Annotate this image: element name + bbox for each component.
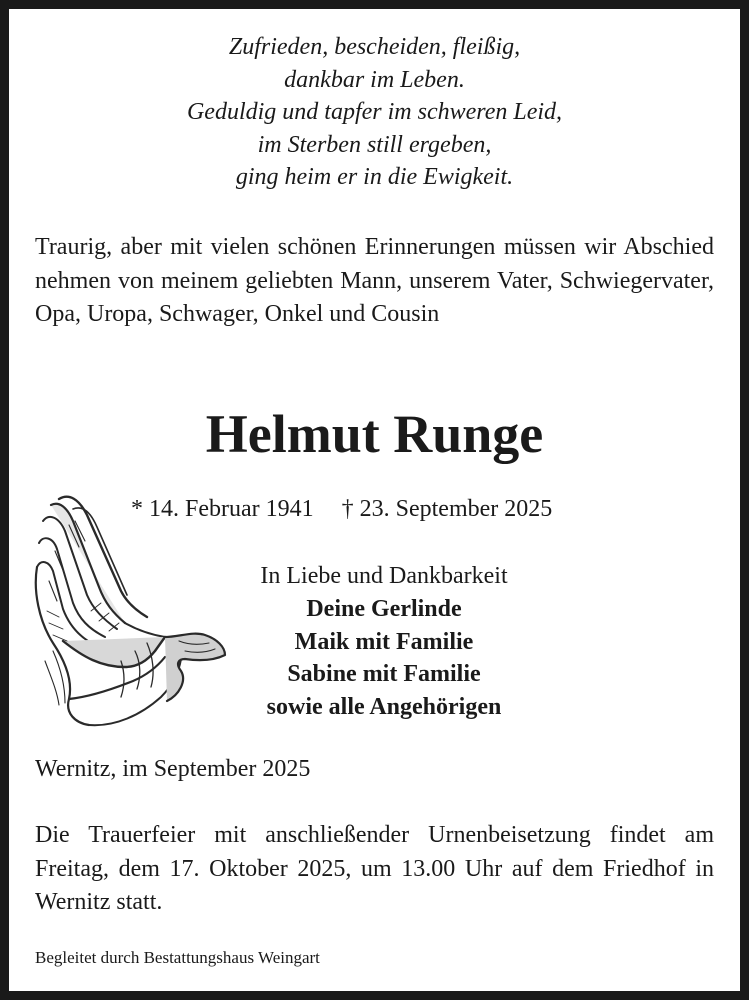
funeral-details: Die Trauerfeier mit anschließender Urnenbeisetzung findet am Freitag, dem 17. Oktober 2025, um 13.00 Uhr auf dem Friedhof in Wernitz statt. — [35, 822, 714, 915]
place-and-date: Wernitz, im September 2025 — [35, 756, 311, 782]
birth-date: * 14. Februar 1941 — [131, 496, 314, 522]
poem-line: ging heim er in die Ewigkeit. — [235, 164, 514, 190]
death-date: † 23. September 2025 — [341, 496, 553, 522]
undertaker-credit: Begleitet durch Bestattungshaus Weingart — [35, 948, 320, 967]
poem-line: Zufrieden, bescheiden, fleißig, — [228, 34, 521, 60]
praying-hands-icon — [29, 491, 229, 733]
mourners-intro: In Liebe und Dankbarkeit — [260, 563, 508, 589]
mourner-name: Deine Gerlinde — [306, 595, 462, 622]
intro-paragraph: Traurig, aber mit vielen schönen Erinnerungen müssen wir Abschied nehmen von meinem geliebten Mann, unserem Vater, Schwiegervater, Opa, Uropa, Schwager, Onkel und Cousin — [35, 234, 714, 327]
life-dates — [131, 493, 552, 525]
mourner-name: Sabine mit Familie — [287, 661, 481, 688]
memorial-poem — [9, 31, 740, 194]
mourner-name: Maik mit Familie — [294, 628, 474, 655]
mourners-block — [209, 560, 559, 724]
deceased-name: Helmut Runge — [205, 404, 544, 464]
poem-line: dankbar im Leben. — [284, 66, 465, 93]
mourner-name: sowie alle Angehörigen — [266, 694, 502, 721]
poem-line: Geduldig und tapfer im schweren Leid, — [186, 99, 563, 125]
poem-line: im Sterben still ergeben, — [257, 131, 492, 158]
